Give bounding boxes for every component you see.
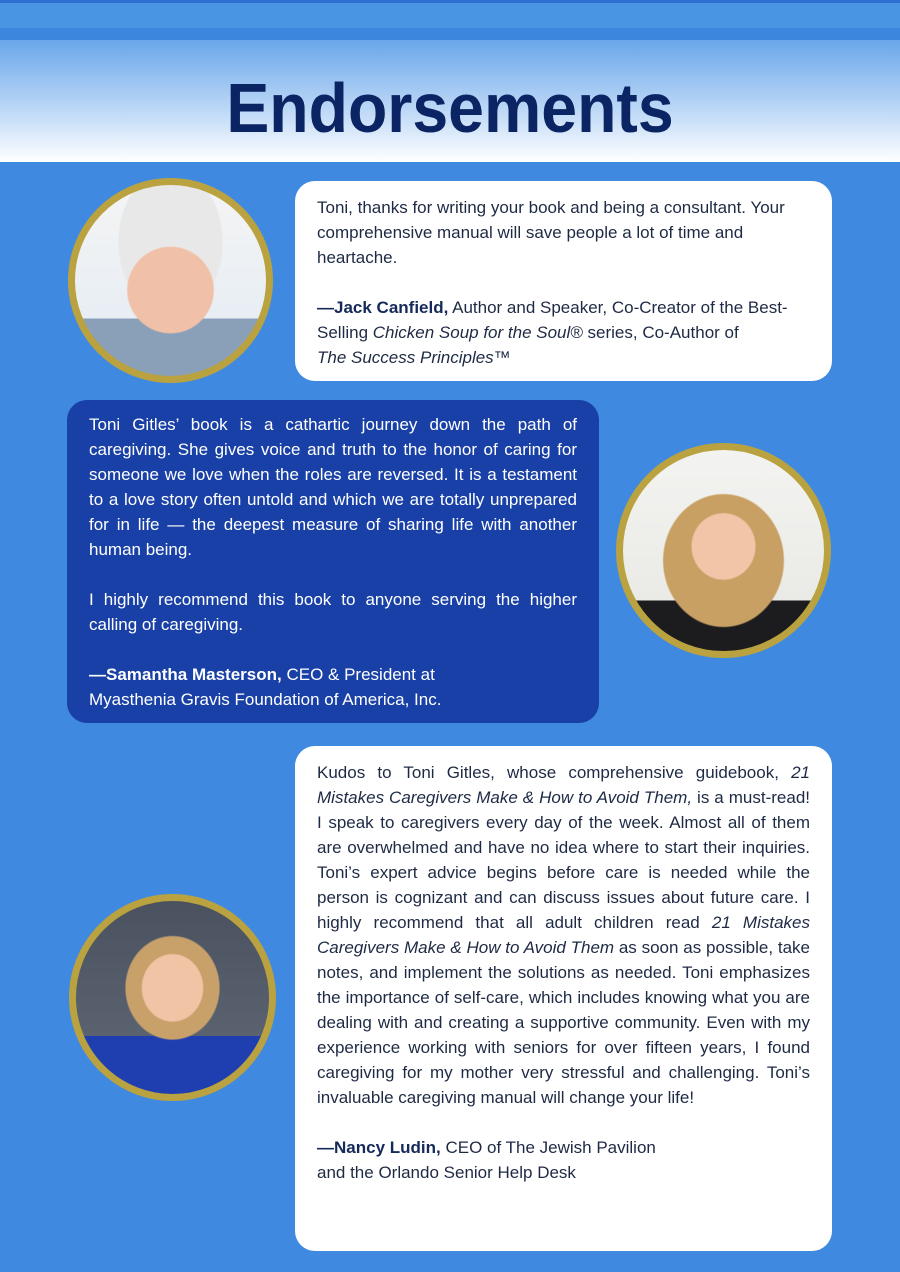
quote-text: is a must-read! I speak to caregivers every day of the week. Almost all of them are overwhelmed and have no idea where to start their inquiries. Toni’s expert advice begins before care is needed while the person is cognizant and can discuss issues about future care. I highly recommend that all adult children read bbox=[317, 788, 810, 932]
attribution-text: CEO & President at bbox=[281, 665, 435, 684]
book-title: 21 Mistakes Caregivers Make & How to Avoid Them, bbox=[317, 763, 810, 807]
attribution-text: Author and Speaker, Co-Creator of the Best-Selling bbox=[317, 298, 788, 342]
book-title: Chicken Soup for the Soul® bbox=[372, 323, 583, 342]
endorsement-attribution bbox=[317, 295, 810, 370]
endorsement-attribution bbox=[89, 662, 577, 712]
endorsement-quote bbox=[317, 760, 810, 1110]
endorsement-quote: I highly recommend this book to anyone serving the higher calling of caregiving. bbox=[89, 590, 577, 634]
endorser-name: —Nancy Ludin, bbox=[317, 1138, 441, 1157]
endorsement-attribution bbox=[317, 1135, 810, 1185]
quote-text: as soon as possible, take notes, and implement the solutions as needed. Toni emphasizes the importance of self-care, which includes knowing what you are dealing with and creating a supportive community. Even with my experience working with seniors for over fifteen years, I found caregiving for my mother very stressful and challenging. Toni’s invaluable caregiving manual will change your life! bbox=[317, 938, 810, 1107]
endorsement-card-samantha-masterson bbox=[67, 400, 599, 723]
attribution-text: series, Co-Author of bbox=[582, 323, 739, 342]
attribution-text: and the Orlando Senior Help Desk bbox=[317, 1163, 576, 1182]
attribution-text: CEO of The Jewish Pavilion bbox=[440, 1138, 656, 1157]
book-title: 21 Mistakes Caregivers Make & How to Avoid Them bbox=[317, 913, 811, 957]
endorsement-quote: Toni Gitles’ book is a cathartic journey down the path of caregiving. She gives voice and truth to the honor of caring for someone we love when the roles are reversed. It is a testament to a love story often untold and which we are totally unprepared for in life — the deepest measure of sharing life with another human being. bbox=[89, 415, 577, 559]
endorsement-card-nancy-ludin bbox=[295, 746, 832, 1251]
page-title: Endorsements bbox=[226, 69, 674, 147]
book-title: The Success Principles™ bbox=[317, 348, 511, 367]
top-stripe bbox=[0, 0, 900, 40]
endorsement-card-jack-canfield bbox=[295, 181, 832, 381]
quote-text: Kudos to Toni Gitles, whose comprehensive guidebook, bbox=[317, 763, 792, 782]
endorser-name: —Jack Canfield, bbox=[317, 298, 449, 317]
portrait-jack-canfield bbox=[68, 178, 273, 383]
portrait-samantha-masterson bbox=[616, 443, 831, 658]
portrait-nancy-ludin bbox=[69, 894, 276, 1101]
header-banner bbox=[0, 40, 900, 162]
endorser-name: —Samantha Masterson, bbox=[89, 665, 282, 684]
attribution-text: Myasthenia Gravis Foundation of America, Inc. bbox=[89, 690, 442, 709]
endorsement-quote: Toni, thanks for writing your book and being a consultant. Your comprehensive manual will save people a lot of time and heartache. bbox=[317, 198, 785, 267]
